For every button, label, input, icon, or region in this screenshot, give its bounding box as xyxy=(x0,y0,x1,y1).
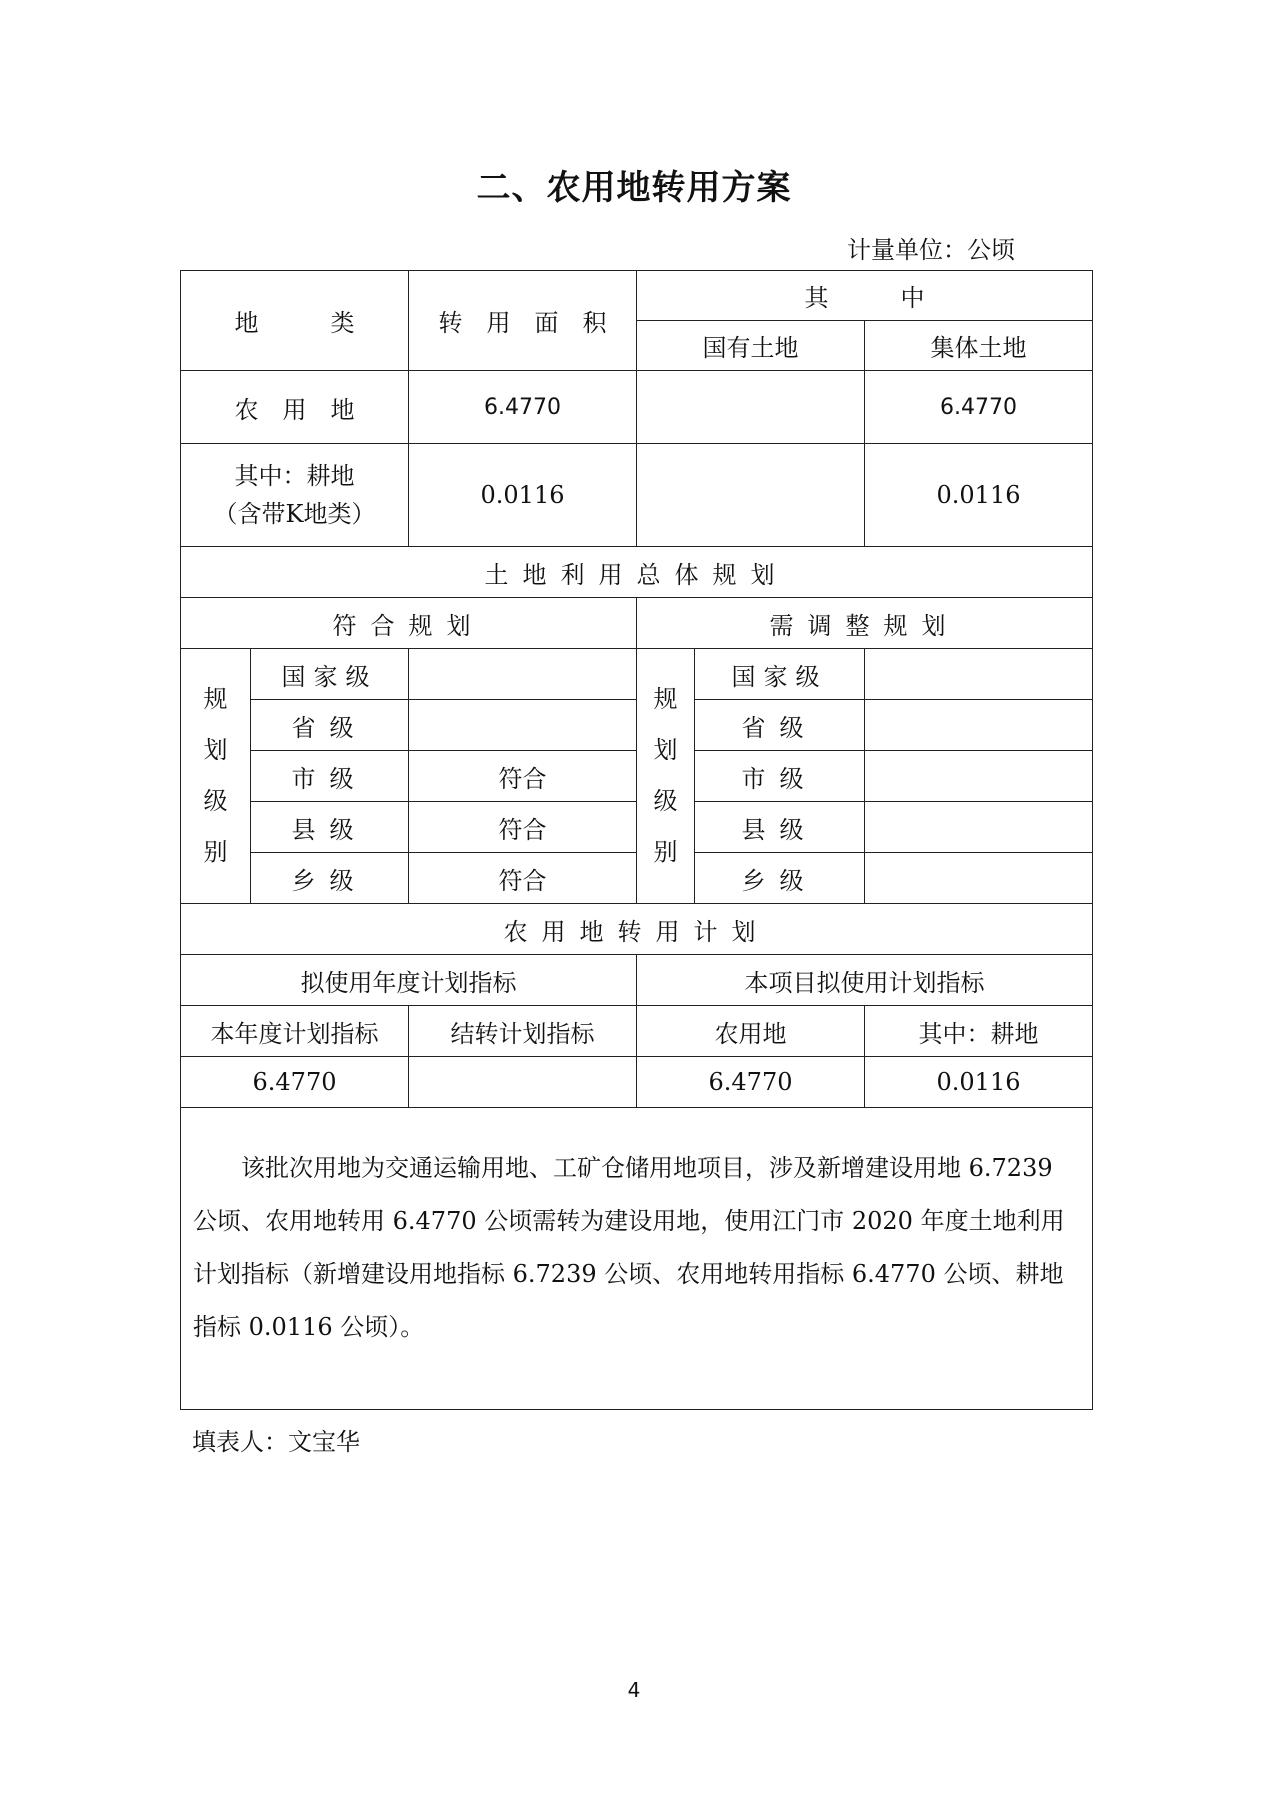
conversion-table xyxy=(180,270,1093,1410)
header-area: 转 用 面 积 xyxy=(409,271,637,371)
row-farmland-area: 6.4770 xyxy=(409,371,637,444)
conform-national xyxy=(409,649,637,700)
col-carryover: 结转计划指标 xyxy=(409,1006,637,1057)
header-among: 其 中 xyxy=(637,271,1093,321)
adjust-province xyxy=(865,700,1093,751)
header-category: 地 类 xyxy=(181,271,409,371)
plan-level-vertical-label-left xyxy=(181,649,251,904)
level-national-left: 国家级 xyxy=(251,649,409,700)
conform-township: 符合 xyxy=(409,853,637,904)
row-cultivated-label-line1: 其中：耕地 xyxy=(234,462,355,490)
vertical-char: 别 xyxy=(653,838,678,866)
level-province-right: 省级 xyxy=(695,700,865,751)
vertical-char: 划 xyxy=(203,736,228,764)
vertical-char: 别 xyxy=(203,838,228,866)
header-collective-land: 集体土地 xyxy=(865,321,1093,371)
vertical-char: 级 xyxy=(653,787,678,815)
level-township-left: 乡级 xyxy=(251,853,409,904)
conform-county: 符合 xyxy=(409,802,637,853)
annual-indicator-header: 拟使用年度计划指标 xyxy=(181,955,637,1006)
row-farmland-label: 农 用 地 xyxy=(181,371,409,444)
level-township-right: 乡级 xyxy=(695,853,865,904)
level-city-right: 市级 xyxy=(695,751,865,802)
header-state-land: 国有土地 xyxy=(637,321,865,371)
conform-city: 符合 xyxy=(409,751,637,802)
adjust-city xyxy=(865,751,1093,802)
val-cultivated: 0.0116 xyxy=(865,1057,1093,1108)
val-farmland: 6.4770 xyxy=(637,1057,865,1108)
val-this-year: 6.4770 xyxy=(181,1057,409,1108)
filler-signature: 填表人：文宝华 xyxy=(192,1428,360,1456)
vertical-char: 规 xyxy=(653,685,678,713)
row-farmland-collective: 6.4770 xyxy=(865,371,1093,444)
row-cultivated-collective: 0.0116 xyxy=(865,444,1093,547)
page-title: 二、农用地转用方案 xyxy=(476,168,792,208)
conform-province xyxy=(409,700,637,751)
adjust-national xyxy=(865,649,1093,700)
plan-adjust-header: 需调整规划 xyxy=(637,598,1093,649)
row-cultivated-label-line2: （含带K地类） xyxy=(213,500,376,528)
unit-label: 计量单位：公顷 xyxy=(847,236,1015,264)
plan-level-vertical-label-right xyxy=(637,649,695,904)
plan-conform-header: 符合规划 xyxy=(181,598,637,649)
col-cultivated: 其中：耕地 xyxy=(865,1006,1093,1057)
row-cultivated-area: 0.0116 xyxy=(409,444,637,547)
level-province-left: 省级 xyxy=(251,700,409,751)
level-county-left: 县级 xyxy=(251,802,409,853)
level-county-right: 县级 xyxy=(695,802,865,853)
page-number: 4 xyxy=(627,1678,641,1702)
conversion-plan-title: 农用地转用计划 xyxy=(181,904,1093,955)
level-city-left: 市级 xyxy=(251,751,409,802)
vertical-char: 规 xyxy=(203,685,228,713)
project-indicator-header: 本项目拟使用计划指标 xyxy=(637,955,1093,1006)
col-farmland: 农用地 xyxy=(637,1006,865,1057)
vertical-char: 级 xyxy=(203,787,228,815)
row-farmland-state xyxy=(637,371,865,444)
adjust-township xyxy=(865,853,1093,904)
row-cultivated-label xyxy=(181,444,409,547)
col-this-year: 本年度计划指标 xyxy=(181,1006,409,1057)
level-national-right: 国家级 xyxy=(695,649,865,700)
plan-section-title: 土地利用总体规划 xyxy=(181,547,1093,598)
row-cultivated-state xyxy=(637,444,865,547)
adjust-county xyxy=(865,802,1093,853)
val-carryover xyxy=(409,1057,637,1108)
vertical-char: 划 xyxy=(653,736,678,764)
note-paragraph: 该批次用地为交通运输用地、工矿仓储用地项目，涉及新增建设用地 6.7239 公顷、农用地转用 6.4770 公顷需转为建设用地，使用江门市 2020 年度土地利用计划指标（新增建设用地指标 6.7239 公顷、农用地转用指标 6.4770 公顷、耕地指标 0.0116 公顷）。 xyxy=(181,1108,1093,1410)
